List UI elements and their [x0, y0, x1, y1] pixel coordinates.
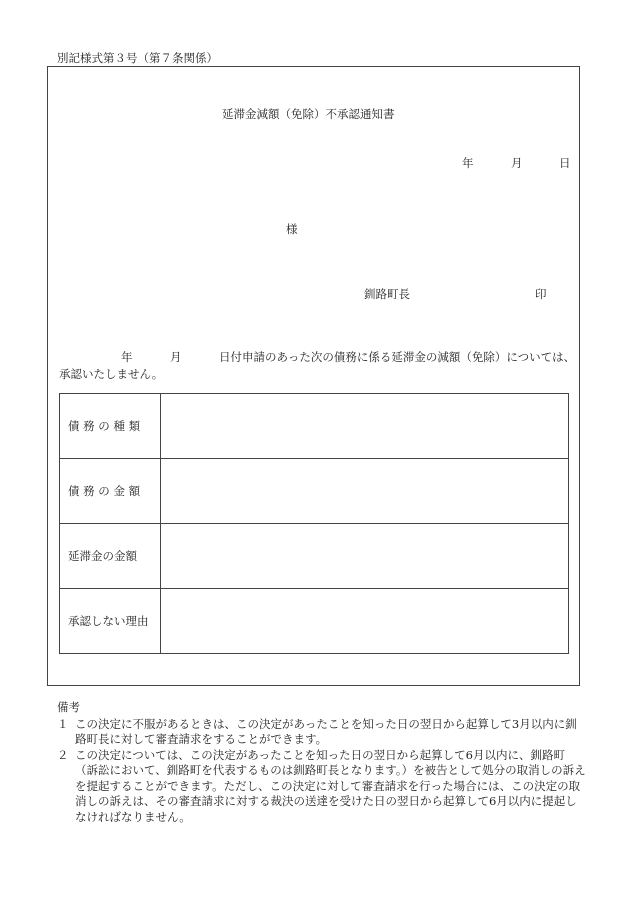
note-text: この決定については、この決定があったことを知った日の翌日から起算して6月以内に、釧路町（訴訟において、釧路町を代表するものは釧路町長となります。）を被告として処分の取消しの訴えを提起することができます。ただし、この決定に対して審査請求を行った場合には、この決定の取消しの訴えは、その審査請求に対する裁決の送達を受けた日の翌日から起算して6月以内に提起しなければなりません。	[75, 747, 586, 824]
row-value-late-fee-amount	[161, 524, 569, 589]
row-value-debt-type	[161, 394, 569, 459]
application-year: 年	[121, 350, 133, 364]
body-text-line1: 日付申請のあった次の債務に係る延滞金の減額（免除）については、	[219, 350, 576, 364]
row-value-debt-amount	[161, 459, 569, 524]
note-number: ２	[57, 747, 69, 762]
table-row	[60, 589, 569, 654]
notes-heading: 備考	[57, 700, 80, 714]
note-number: １	[57, 716, 69, 731]
note-text: この決定に不服があるときは、この決定があったことを知った日の翌日から起算して3月以内に釧路町長に対して審査請求をすることができます。	[75, 716, 577, 746]
row-label-late-fee-amount: 延滞金の金額	[60, 524, 161, 589]
table-row	[60, 459, 569, 524]
table-row	[60, 524, 569, 589]
notes-section	[57, 700, 587, 825]
table-row	[60, 394, 569, 459]
row-label-denial-reason: 承認しない理由	[60, 589, 161, 654]
debt-details-table	[59, 393, 569, 654]
note-item	[57, 717, 587, 748]
date-month: 月	[511, 156, 523, 170]
issuer-name: 釧路町長	[364, 287, 410, 301]
application-month: 月	[170, 350, 182, 364]
row-value-denial-reason	[161, 589, 569, 654]
note-item	[57, 748, 587, 826]
row-label-debt-type: 債 務 の 種 類	[60, 394, 161, 459]
body-text-line2: 承認いたしません。	[59, 367, 164, 381]
date-day: 日	[559, 156, 571, 170]
seal-mark: 印	[535, 287, 547, 301]
row-label-debt-amount: 債 務 の 金 額	[60, 459, 161, 524]
recipient-suffix: 様	[286, 222, 298, 236]
document-title: 延滞金減額（免除）不承認通知書	[222, 107, 395, 121]
date-year: 年	[462, 156, 474, 170]
form-number: 別記様式第３号（第７条関係）	[57, 51, 218, 65]
